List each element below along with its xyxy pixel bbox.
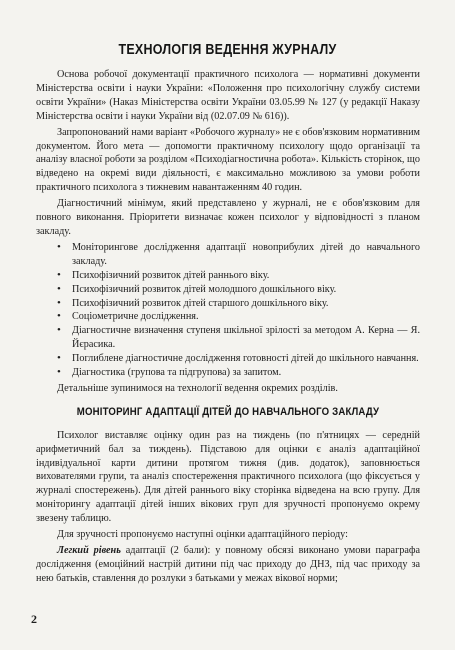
bullet-item: • Соціометричне дослідження.	[36, 310, 420, 324]
bullet-list	[36, 241, 420, 380]
section-heading: МОНІТОРИНГ АДАПТАЦІЇ ДІТЕЙ ДО НАВЧАЛЬНОГО ЗАКЛАДУ	[76, 405, 380, 418]
bullet-item: • Моніторингове дослідження адаптації новоприбулих дітей до навчального закладу.	[36, 241, 420, 269]
paragraph: Для зручності пропонуємо наступні оцінки адаптаційного періоду:	[57, 529, 348, 541]
paragraph: Запропонований нами варіант «Робочого журналу» не є обов'язковим нормативним документом. Його мета — допомогти практичному психологу щодо організації та аналізу власної роботи за розділом «Психодіагностична робота». Кількість сторінок, що відведено на окремі види діяльності, є максимально можливою за умови роботи практичного психолога з тижневим навантаженням 40 годин.	[36, 126, 420, 194]
page-title: ТЕХНОЛОГІЯ ВЕДЕННЯ ЖУРНАЛУ	[118, 42, 337, 58]
paragraph: Основа робочої документації практичного психолога — нормативні документи Міністерства освіти і науки України: «Положення про психологічну службу системи освіти України» (Наказ Міністерства освіти України 03.05.99 № 127 (у редакції Наказу Міністерства освіти і науки України від (02.07.09 № 616)).	[36, 69, 420, 122]
bullet-item: • Психофізичний розвиток дітей раннього віку.	[36, 269, 420, 283]
bullet-item: • Поглиблене діагностичне дослідження готовності дітей до шкільного навчання.	[36, 352, 420, 366]
level-paragraph	[36, 544, 420, 586]
paragraph: Діагностичний мінімум, який представлено у журналі, не є обов'язковим для повного виконання. Пріоритети визначає кожен психолог у відповідності з планом закладу.	[36, 198, 420, 237]
level-text: адаптації (2 бали): у повному обсязі виконано умови параграфа дослідження (емоційний настрій дитини під час приходу до ДНЗ, під час приходу за нею батьків, ставлення до розлуки з батьками у межах вікової норми;	[36, 545, 420, 584]
bullet-item: • Діагностичне визначення ступеня шкільної зрілості за методом А. Керна — Я. Йєрасика.	[36, 324, 420, 352]
bullet-item: • Психофізичний розвиток дітей старшого дошкільного віку.	[36, 297, 420, 311]
paragraph: Психолог виставляє оцінку один раз на тиждень (по п'ятницях — середній арифметичний бал за тиждень). Підставою для оцінки є аналіз адаптаційної індивідуальної карти дитини протягом тижня (див. додаток), заповнюється вихователями групи, та аналіз спостереження практичного психолога (що фіксується у журналі спостережень). Для дітей раннього віку сторінка відведена на всю групу. Для моніторингу адаптації дітей інших вікових груп для зручності пропонуємо окрему звезену таблицю.	[36, 429, 420, 525]
level-term: Легкий рівень	[57, 545, 121, 556]
page-content	[36, 68, 420, 586]
bullet-item: • Діагностика (групова та підгрупова) за запитом.	[36, 366, 420, 380]
closing-paragraph: Детальніше зупинимося на технології ведення окремих розділів.	[57, 382, 338, 394]
bullet-item: • Психофізичний розвиток дітей молодшого дошкільного віку.	[36, 283, 420, 297]
page-number: 2	[31, 612, 37, 626]
